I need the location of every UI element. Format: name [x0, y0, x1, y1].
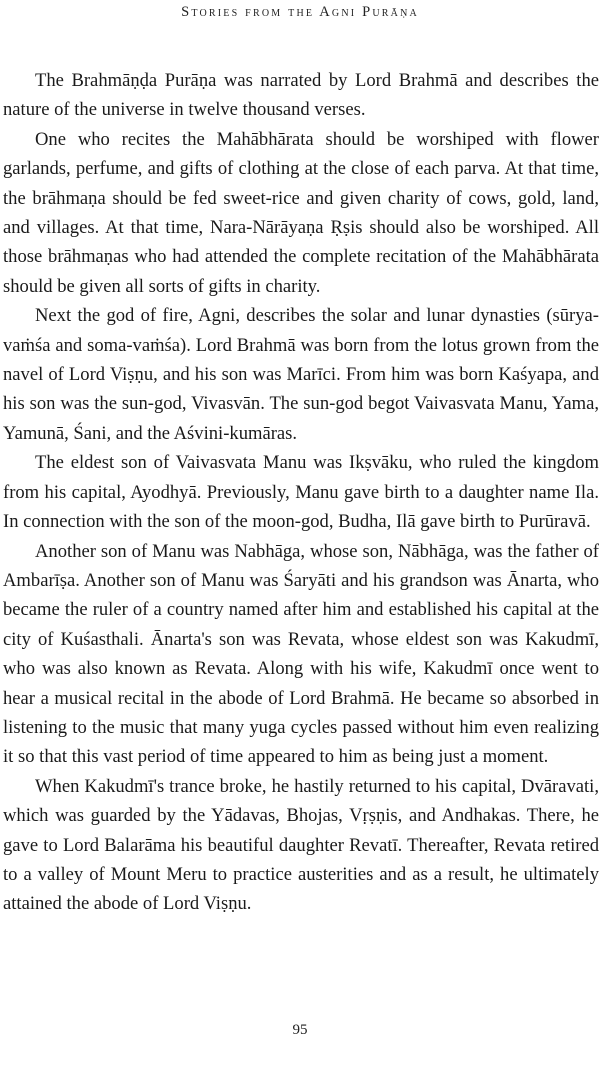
running-head-title: Stories from the Agni Purāṇa — [181, 4, 419, 20]
page-number: 95 — [292, 1022, 308, 1038]
paragraph-mahabharata-recitation: One who recites the Mahābhārata should be worshiped with flower garlands, perfume, and gifts of clothing at the close of each parva. At that time, the brāhmaṇa should be fed sweet-rice and given charity of cows, gold, land, and villages. At that time, Nara-Nārāyaṇa Ṛṣis should also be worshiped. All those brāhmaṇas who had attended the complete recitation of the Mahābhārata should be given all sorts of gifts in charity. — [3, 128, 599, 297]
paragraph-revati: When Kakudmī's trance broke, he hastily returned to his capital, Dvāravati, which was guarded by the Yādavas, Bhojas, Vṛṣṇis, and Andhakas. There, he gave to Lord Balarāma his beautiful daughter Revatī. Thereafter, Revata retired to a valley of Mount Meru to practice austerities and as a result, he ultimately attained the abode of Lord Viṣṇu. — [3, 775, 599, 915]
paragraph-solar-lunar-dynasties: Next the god of fire, Agni, describes the solar and lunar dynasties (sūrya-vaṁśa and soma-vaṁśa). Lord Brahmā was born from the lotus grown from the navel of Lord Viṣṇu, and his son was Marīci. From him was born Kaśyapa, and his son was the sun-god, Vivasvān. The sun-god begot Vaivasvata Manu, Yama, Yamunā, Śani, and the Aśvini-kumāras. — [3, 305, 599, 444]
paragraph-brahmanda-purana: The Brahmāṇḍa Purāṇa was narrated by Lord Brahmā and describes the nature of the universe in twelve thousand verses. — [3, 70, 599, 121]
page-body — [3, 66, 599, 919]
paragraph-kakudmi: Another son of Manu was Nabhāga, whose son, Nābhāga, was the father of Ambarīṣa. Another son of Manu was Śaryāti and his grandson was Ānarta, who became the ruler of a country named after him and established his capital at the city of Kuśasthali. Ānarta's son was Revata, whose eldest son was Kakudmī, who was also known as Revata. Along with his wife, Kakudmī once went to hear a musical recital in the abode of Lord Brahmā. He became so absorbed in listening to the music that many yuga cycles passed without him even realizing it so that this vast period of time appeared to him as being just a moment. — [3, 540, 599, 768]
paragraph-ikshvaku: The eldest son of Vaivasvata Manu was Ikṣvāku, who ruled the kingdom from his capital, Ayodhyā. Previously, Manu gave birth to a daughter name Ila. In connection with the son of the moon-god, Budha, Ilā gave birth to Purūravā. — [3, 452, 599, 533]
